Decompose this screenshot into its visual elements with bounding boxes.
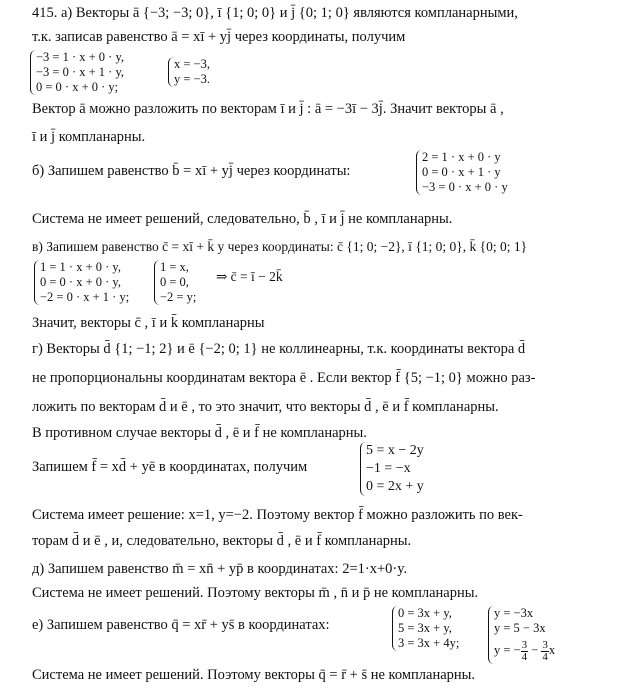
- equation-system: 0 = 3x + y, 5 = 3x + y, 3 = 3x + 4y;: [392, 606, 459, 651]
- problem-line: т.к. записав равенство ā = xī + yj̄ через координаты, получим: [32, 29, 406, 45]
- problem-line: Вектор ā можно разложить по векторам ī и j̄ : ā = −3ī − 3j̄. Значит векторы ā ,: [32, 101, 504, 117]
- problem-line: Запишем f̄ = xd̄ + yē в координатах, получим: [32, 459, 308, 475]
- problem-line: е) Запишем равенство q̄ = xr̄ + ys̄ в координатах:: [32, 617, 330, 633]
- problem-line: В противном случае векторы d̄ , ē и f̄ не компланарны.: [32, 425, 367, 441]
- problem-line: торам d̄ и ē , и, следовательно, векторы d̄ , ē и f̄ компланарны.: [32, 533, 412, 549]
- problem-line: д) Запишем равенство m̄ = xn̄ + yp̄ в координатах: 2=1·x+0·y.: [32, 561, 408, 577]
- problem-line: 415. а) Векторы ā {−3; −3; 0}, ī {1; 0; 0} и j̄ {0; 1; 0} являются компланарными,: [32, 5, 518, 21]
- problem-line: Система не имеет решений. Поэтому векторы m̄ , n̄ и p̄ не компланарны.: [32, 585, 479, 601]
- problem-line: Система не имеет решений, следовательно, b̄ , ī и j̄ не компланарны.: [32, 211, 453, 227]
- problem-line: Система не имеет решений. Поэтому векторы q̄ = r̄ + s̄ не компланарны.: [32, 667, 476, 683]
- equation-system: 1 = 1 · x + 0 · y, 0 = 0 · x + 0 · y, −2 = 0 · x + 1 · y;: [34, 260, 129, 305]
- problem-line: ложить по векторам d̄ и ē , то это значит, что векторы d̄ , ē и f̄ компланарны.: [32, 399, 499, 415]
- problem-line: не пропорциональны координатам вектора ē . Если вектор f̄ {5; −1; 0} можно раз-: [32, 370, 536, 386]
- problem-line: г) Векторы d̄ {1; −1; 2} и ē {−2; 0; 1} не коллинеарны, т.к. координаты вектора d̄: [32, 341, 526, 357]
- equation-system: 2 = 1 · x + 0 · y 0 = 0 · x + 1 · y −3 = 0 · x + 0 · y: [416, 150, 508, 195]
- equation-system: 5 = x − 2y −1 = −x 0 = 2x + y: [360, 442, 424, 496]
- equation-result: ⇒ c̄ = ī − 2k̄: [216, 269, 283, 284]
- problem-line: ī и j̄ компланарны.: [32, 129, 146, 145]
- equation-system: x = −3, y = −3.: [168, 57, 210, 87]
- problem-line: б) Запишем равенство b̄ = xī + yj̄ через координаты:: [32, 163, 351, 179]
- problem-line: Система имеет решение: x=1, y=−2. Поэтому вектор f̄ можно разложить по век-: [32, 507, 523, 523]
- problem-line: в) Запишем равенство c̄ = xī + k̄ y через координаты: c̄ {1; 0; −2}, ī {1; 0; 0}, k̄ {0; 0; 1}: [32, 239, 528, 254]
- equation-system: 1 = x, 0 = 0, −2 = y;: [154, 260, 196, 305]
- equation-system: −3 = 1 · x + 0 · y, −3 = 0 · x + 1 · y, 0 = 0 · x + 0 · y;: [30, 50, 124, 95]
- problem-line: Значит, векторы c̄ , ī и k̄ компланарны: [32, 315, 265, 331]
- equation-system: y = −3x y = 5 − 3x y = − $\frac{3}{4}$ − $\frac{3}{4}$ x: [488, 606, 555, 664]
